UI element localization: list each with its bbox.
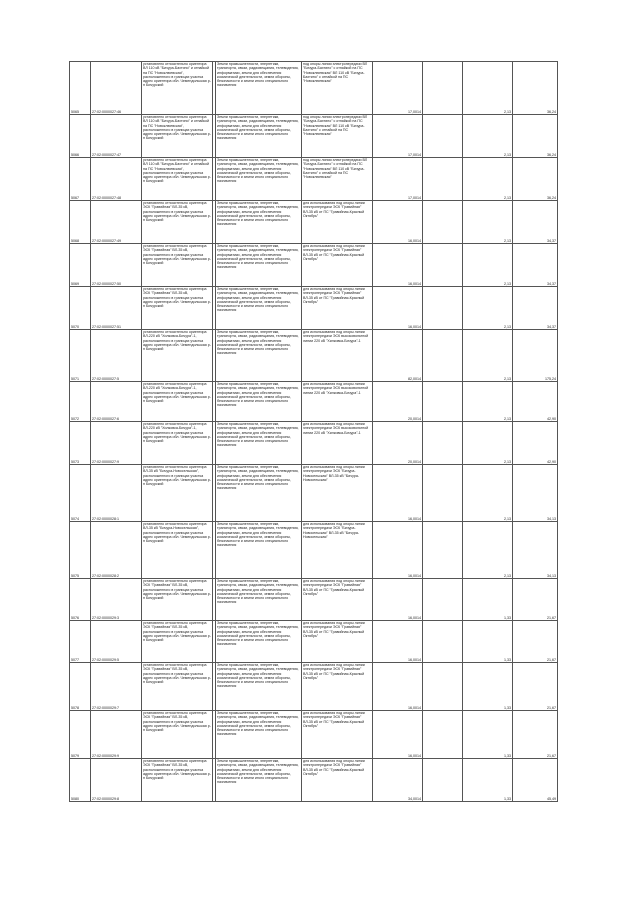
location-description: установлено относительно ориентира ЭСК "Гравийная" ВЛ-35 кВ, расположенного в границах участка адрес ориентира обл. Чемендольская р-н Бичурский [142, 579, 213, 621]
land-category: Земли промышленности, энергетики, транспорта, связи, радиовещания, телевидения, информатики, земли для обеспечения космической деятельности, земли обороны, безопасности и земли иного специального назначения [216, 759, 302, 802]
location-description: установлено относительно ориентира ВЛ-220 кВ "Хилковка-Бичура"-1, расположенного в границах участка адрес ориентира обл. Чемендольская р-н Бичурский [142, 422, 213, 465]
row-number: 5079 [70, 711, 91, 759]
rate-value: 2,13 [463, 115, 513, 158]
rate-value: 1,33 [463, 663, 513, 711]
row-number: 5065 [70, 62, 91, 115]
permitted-use: для использования под опоры линии электропередачи ЭСК "Гравийная" ВЛ-35 кВ от ПС "Гравийная-Красный Октябрь" [302, 201, 373, 244]
area-value: 82,0014 [373, 330, 423, 382]
rate-value: 2,13 [463, 465, 513, 522]
location-description: установлено относительно ориентира ЭСК "Гравийная" ВЛ-35 кВ, расположенного в границах участка адрес ориентира обл. Чемендольская р-н Бичурский [142, 711, 213, 759]
cell-col8 [423, 663, 463, 711]
rate-value: 2,13 [463, 287, 513, 330]
land-category: Земли промышленности, энергетики, транспорта, связи, радиовещания, телевидения, информатики, земли для обеспечения космической деятельности, земли обороны, безопасности и земли иного специального назначения [216, 465, 302, 522]
permitted-use: для использования под опоры линии электропередачи ЭСК "Гравийная" ВЛ-35 кВ от ПС "Гравийная-Красный Октябрь" [302, 621, 373, 663]
cell-col8 [423, 115, 463, 158]
table-row [70, 201, 558, 244]
cadastral-number: 27:02:0000028:1 [91, 465, 142, 522]
land-plots-table [69, 61, 558, 802]
cadastral-number: 27:02:0000027:9 [91, 422, 142, 465]
cadastral-number: 27:02:0000028:2 [91, 522, 142, 579]
amount-value: 42,90 [513, 422, 558, 465]
location-description: установлено относительно ориентира ЭСК "Гравийная" ВЛ-35 кВ, расположенного в границах участка адрес ориентира обл. Чемендольская р-н Бичурский [142, 287, 213, 330]
permitted-use: для использования под опоры линии электропередачи ЭСК "Гравийная" ВЛ-35 кВ от ПС "Гравийная-Красный Октябрь" [302, 244, 373, 287]
cell-col8 [423, 579, 463, 621]
row-number: 5068 [70, 201, 91, 244]
land-category: Земли промышленности, энергетики, транспорта, связи, радиовещания, телевидения, информатики, земли для обеспечения космической деятельности, земли обороны, безопасности и земли иного специального назначения [216, 287, 302, 330]
area-value: 17,0014 [373, 158, 423, 201]
land-category: Земли промышленности, энергетики, транспорта, связи, радиовещания, телевидения, информатики, земли для обеспечения космической деятельности, земли обороны, безопасности и земли иного специального назначения [216, 711, 302, 759]
table-row [70, 579, 558, 621]
permitted-use: для использования под опоры линии электропередачи ЭСК "Гравийная" ВЛ-35 кВ от ПС "Гравийная-Красный Октябрь" [302, 663, 373, 711]
cell-col8 [423, 465, 463, 522]
cadastral-number: 27:02:0000027:50 [91, 244, 142, 287]
row-number: 5078 [70, 663, 91, 711]
land-category: Земли промышленности, энергетики, транспорта, связи, радиовещания, телевидения, информатики, земли для обеспечения космической деятельности, земли обороны, безопасности и земли иного специального назначения [216, 244, 302, 287]
land-category: Земли промышленности, энергетики, транспорта, связи, радиовещания, телевидения, информатики, земли для обеспечения космической деятельности, земли обороны, безопасности и земли иного специального назначения [216, 422, 302, 465]
row-number: 5067 [70, 158, 91, 201]
rate-value: 2,13 [463, 201, 513, 244]
area-value: 16,0014 [373, 711, 423, 759]
amount-value: 34,37 [513, 287, 558, 330]
table-row [70, 465, 558, 522]
amount-value: 34,13 [513, 465, 558, 522]
land-category: Земли промышленности, энергетики, транспорта, связи, радиовещания, телевидения, информатики, земли для обеспечения космической деятельности, земли обороны, безопасности и земли иного специального назначения [216, 330, 302, 382]
table-row [70, 115, 558, 158]
cell-col8 [423, 522, 463, 579]
cadastral-number: 27:02:0000029:5 [91, 621, 142, 663]
amount-value: 21,67 [513, 711, 558, 759]
permitted-use: для использования под опоры линии электропередачи ЭСК "Гравийная" ВЛ-35 кВ от ПС "Гравийная-Красный Октябрь" [302, 711, 373, 759]
land-category: Земли промышленности, энергетики, транспорта, связи, радиовещания, телевидения, информатики, земли для обеспечения космической деятельности, земли обороны, безопасности и земли иного специального назначения [216, 382, 302, 422]
row-number: 5069 [70, 244, 91, 287]
table-row [70, 287, 558, 330]
amount-value: 36,24 [513, 115, 558, 158]
cadastral-number: 27:02:0000027:47 [91, 115, 142, 158]
cell-col8 [423, 759, 463, 802]
row-number: 5080 [70, 759, 91, 802]
rate-value: 1,33 [463, 759, 513, 802]
location-description: установлено относительно ориентира ВЛ 110 кВ "Бичура-Бахтино" и отпайкой на ПС "Новоклюевская", расположенного в границах участка адрес ориентира обл. Чемендольская р-н Бичурский [142, 62, 213, 115]
cell-col8 [423, 62, 463, 115]
permitted-use: для использования под опоры линии электропередачи ЭСК высоковольтной линии 220 кВ "Хилковка-Бичура"-1 [302, 330, 373, 382]
land-category: Земли промышленности, энергетики, транспорта, связи, радиовещания, телевидения, информатики, земли для обеспечения космической деятельности, земли обороны, безопасности и земли иного специального назначения [216, 522, 302, 579]
rate-value: 2,13 [463, 244, 513, 287]
table-row [70, 382, 558, 422]
amount-value: 34,37 [513, 201, 558, 244]
rate-value: 1,33 [463, 579, 513, 621]
location-description: установлено относительно ориентира ВЛ-220 кВ "Хилковка-Бичура"-1, расположенного в границах участка адрес ориентира обл. Чемендольская р-н Бичурский [142, 330, 213, 382]
rate-value: 2,13 [463, 330, 513, 382]
table-row [70, 759, 558, 802]
row-number: 5071 [70, 330, 91, 382]
location-description: установлено относительно ориентира ЭСК "Гравийная" ВЛ-35 кВ, расположенного в границах участка адрес ориентира обл. Чемендольская р-н Бичурский [142, 663, 213, 711]
area-value: 17,0014 [373, 115, 423, 158]
permitted-use: под опоры линии электропередачи ВЛ "Бичура-Бахтино" с отпайкой на ПС "Новоклюевская" ВЛ 110 кВ "Бичура-Бахтино" с отпайкой на ПС "Новоклюевская" [302, 115, 373, 158]
amount-value: 34,13 [513, 522, 558, 579]
cell-col8 [423, 158, 463, 201]
location-description: установлено относительно ориентира ВЛ-35 кВ "Бичура-Новосельская", расположенного в границах участка адрес ориентира обл. Чемендольская р-н Бичурский [142, 465, 213, 522]
area-value: 20,0014 [373, 422, 423, 465]
amount-value: 45,49 [513, 759, 558, 802]
row-number: 5074 [70, 465, 91, 522]
cadastral-number: 27:02:0000029:7 [91, 663, 142, 711]
amount-value: 36,24 [513, 158, 558, 201]
cadastral-number: 27:02:0000029:3 [91, 579, 142, 621]
rate-value: 2,13 [463, 382, 513, 422]
amount-value: 21,67 [513, 663, 558, 711]
row-number: 5066 [70, 115, 91, 158]
table-row [70, 711, 558, 759]
area-value: 16,0014 [373, 621, 423, 663]
cadastral-number: 27:02:0000027:51 [91, 287, 142, 330]
rate-value: 2,13 [463, 158, 513, 201]
land-category: Земли промышленности, энергетики, транспорта, связи, радиовещания, телевидения, информатики, земли для обеспечения космической деятельности, земли обороны, безопасности и земли иного специального назначения [216, 158, 302, 201]
land-category: Земли промышленности, энергетики, транспорта, связи, радиовещания, телевидения, информатики, земли для обеспечения космической деятельности, земли обороны, безопасности и земли иного специального назначения [216, 62, 302, 115]
location-description: установлено относительно ориентира ЭСК "Гравийная" ВЛ-35 кВ, расположенного в границах участка адрес ориентира обл. Чемендольская р-н Бичурский [142, 244, 213, 287]
table-row [70, 62, 558, 115]
permitted-use: под опоры линии электропередачи ВЛ "Бичура-Бахтино" с отпайкой на ПС "Новоклюевская" ВЛ 110 кВ "Бичура-Бахтино" с отпайкой на ПС "Новоклюевская" [302, 62, 373, 115]
row-number: 5073 [70, 422, 91, 465]
area-value: 16,0014 [373, 663, 423, 711]
amount-value: 42,90 [513, 382, 558, 422]
row-number: 5072 [70, 382, 91, 422]
rate-value: 1,33 [463, 621, 513, 663]
rate-value: 2,13 [463, 422, 513, 465]
permitted-use: под опоры линии электропередачи ВЛ "Бичура-Бахтино" с отпайкой на ПС "Новоклюевская" ВЛ 110 кВ "Бичура-Бахтино" с отпайкой на ПС "Новоклюевская" [302, 158, 373, 201]
amount-value: 36,24 [513, 62, 558, 115]
table-row [70, 621, 558, 663]
area-value: 16,0014 [373, 244, 423, 287]
area-value: 20,0014 [373, 382, 423, 422]
amount-value: 21,67 [513, 579, 558, 621]
cadastral-number: 27:02:0000029:9 [91, 711, 142, 759]
area-value: 34,0014 [373, 759, 423, 802]
cadastral-number: 27:02:0000027:6 [91, 382, 142, 422]
table-row [70, 522, 558, 579]
rate-value: 2,13 [463, 522, 513, 579]
location-description: установлено относительно ориентира ЭСК "Гравийная" ВЛ-35 кВ, расположенного в границах участка адрес ориентира обл. Чемендольская р-н Бичурский [142, 201, 213, 244]
table-row [70, 422, 558, 465]
area-value: 16,0014 [373, 579, 423, 621]
cell-col8 [423, 711, 463, 759]
rate-value: 2,13 [463, 62, 513, 115]
land-category: Земли промышленности, энергетики, транспорта, связи, радиовещания, телевидения, информатики, земли для обеспечения космической деятельности, земли обороны, безопасности и земли иного специального назначения [216, 115, 302, 158]
area-value: 16,0014 [373, 287, 423, 330]
table-row [70, 330, 558, 382]
area-value: 16,0014 [373, 465, 423, 522]
amount-value: 34,37 [513, 244, 558, 287]
rate-value: 1,33 [463, 711, 513, 759]
cadastral-number: 27:02:0000027:46 [91, 62, 142, 115]
amount-value: 21,67 [513, 621, 558, 663]
amount-value: 175,24 [513, 330, 558, 382]
area-value: 17,0014 [373, 62, 423, 115]
cell-col8 [423, 422, 463, 465]
land-category: Земли промышленности, энергетики, транспорта, связи, радиовещания, телевидения, информатики, земли для обеспечения космической деятельности, земли обороны, безопасности и земли иного специального назначения [216, 621, 302, 663]
area-value: 16,0014 [373, 522, 423, 579]
location-description: установлено относительно ориентира ЭСК "Гравийная" ВЛ-35 кВ, расположенного в границах участка адрес ориентира обл. Чемендольская р-н Бичурский [142, 621, 213, 663]
land-category: Земли промышленности, энергетики, транспорта, связи, радиовещания, телевидения, информатики, земли для обеспечения космической деятельности, земли обороны, безопасности и земли иного специального назначения [216, 663, 302, 711]
permitted-use: для использования под опоры линии электропередачи ЭСК "Гравийная" ВЛ-35 кВ от ПС "Гравийная-Красный Октябрь" [302, 579, 373, 621]
row-number: 5070 [70, 287, 91, 330]
cadastral-number: 27:02:0000029:8 [91, 759, 142, 802]
land-category: Земли промышленности, энергетики, транспорта, связи, радиовещания, телевидения, информатики, земли для обеспечения космической деятельности, земли обороны, безопасности и земли иного специального назначения [216, 201, 302, 244]
cadastral-number: 27:02:0000027:48 [91, 158, 142, 201]
cell-col8 [423, 382, 463, 422]
cell-col8 [423, 330, 463, 382]
permitted-use: для использования под опоры линии электропередачи ЭСК "Гравийная" ВЛ-35 кВ от ПС "Гравийная-Красный Октябрь" [302, 287, 373, 330]
row-number: 5076 [70, 579, 91, 621]
row-number: 5075 [70, 522, 91, 579]
location-description: установлено относительно ориентира ВЛ-35 кВ "Бичура-Новосельская", расположенного в границах участка адрес ориентира обл. Чемендольская р-н Бичурский [142, 522, 213, 579]
cadastral-number: 27:02:0000027:5 [91, 330, 142, 382]
location-description: установлено относительно ориентира ВЛ 110 кВ "Бичура-Бахтино" и отпайкой на ПС "Новоклюевская", расположенного в границах участка адрес ориентира обл. Чемендольская р-н Бичурский [142, 115, 213, 158]
permitted-use: для использования под опоры линии электропередачи ЭСК "Бичура-Новосельская" ВЛ-35 кВ "Бичура-Новосельская" [302, 522, 373, 579]
cell-col8 [423, 244, 463, 287]
row-number: 5077 [70, 621, 91, 663]
table-row [70, 663, 558, 711]
table-row [70, 158, 558, 201]
permitted-use: для использования под опоры линии электропередачи ЭСК "Гравийная" ВЛ-35 кВ от ПС "Гравийная-Красный Октябрь" [302, 759, 373, 802]
permitted-use: для использования под опоры линии электропередачи ЭСК высоковольтной линии 220 кВ "Хилковка-Бичура"-1 [302, 422, 373, 465]
cell-col8 [423, 621, 463, 663]
table-row [70, 244, 558, 287]
document-sheet [69, 61, 557, 802]
cell-col8 [423, 287, 463, 330]
permitted-use: для использования под опоры линии электропередачи ЭСК высоковольтной линии 220 кВ "Хилковка-Бичура"-1 [302, 382, 373, 422]
cadastral-number: 27:02:0000027:49 [91, 201, 142, 244]
location-description: установлено относительно ориентира ВЛ 110 кВ "Бичура-Бахтино" и отпайкой на ПС "Новоклюевская", расположенного в границах участка адрес ориентира обл. Чемендольская р-н Бичурский [142, 158, 213, 201]
land-category: Земли промышленности, энергетики, транспорта, связи, радиовещания, телевидения, информатики, земли для обеспечения космической деятельности, земли обороны, безопасности и земли иного специального назначения [216, 579, 302, 621]
location-description: установлено относительно ориентира ВЛ-220 кВ "Хилковка-Бичура"-1, расположенного в границах участка адрес ориентира обл. Чемендольская р-н Бичурский [142, 382, 213, 422]
location-description: установлено относительно ориентира ЭСК "Гравийная" ВЛ-35 кВ, расположенного в границах участка адрес ориентира обл. Чемендольская р-н Бичурский [142, 759, 213, 802]
permitted-use: для использования под опоры линии электропередачи ЭСК "Бичура-Новосельская" ВЛ-35 кВ "Бичура-Новосельская" [302, 465, 373, 522]
area-value: 16,0014 [373, 201, 423, 244]
cell-col8 [423, 201, 463, 244]
